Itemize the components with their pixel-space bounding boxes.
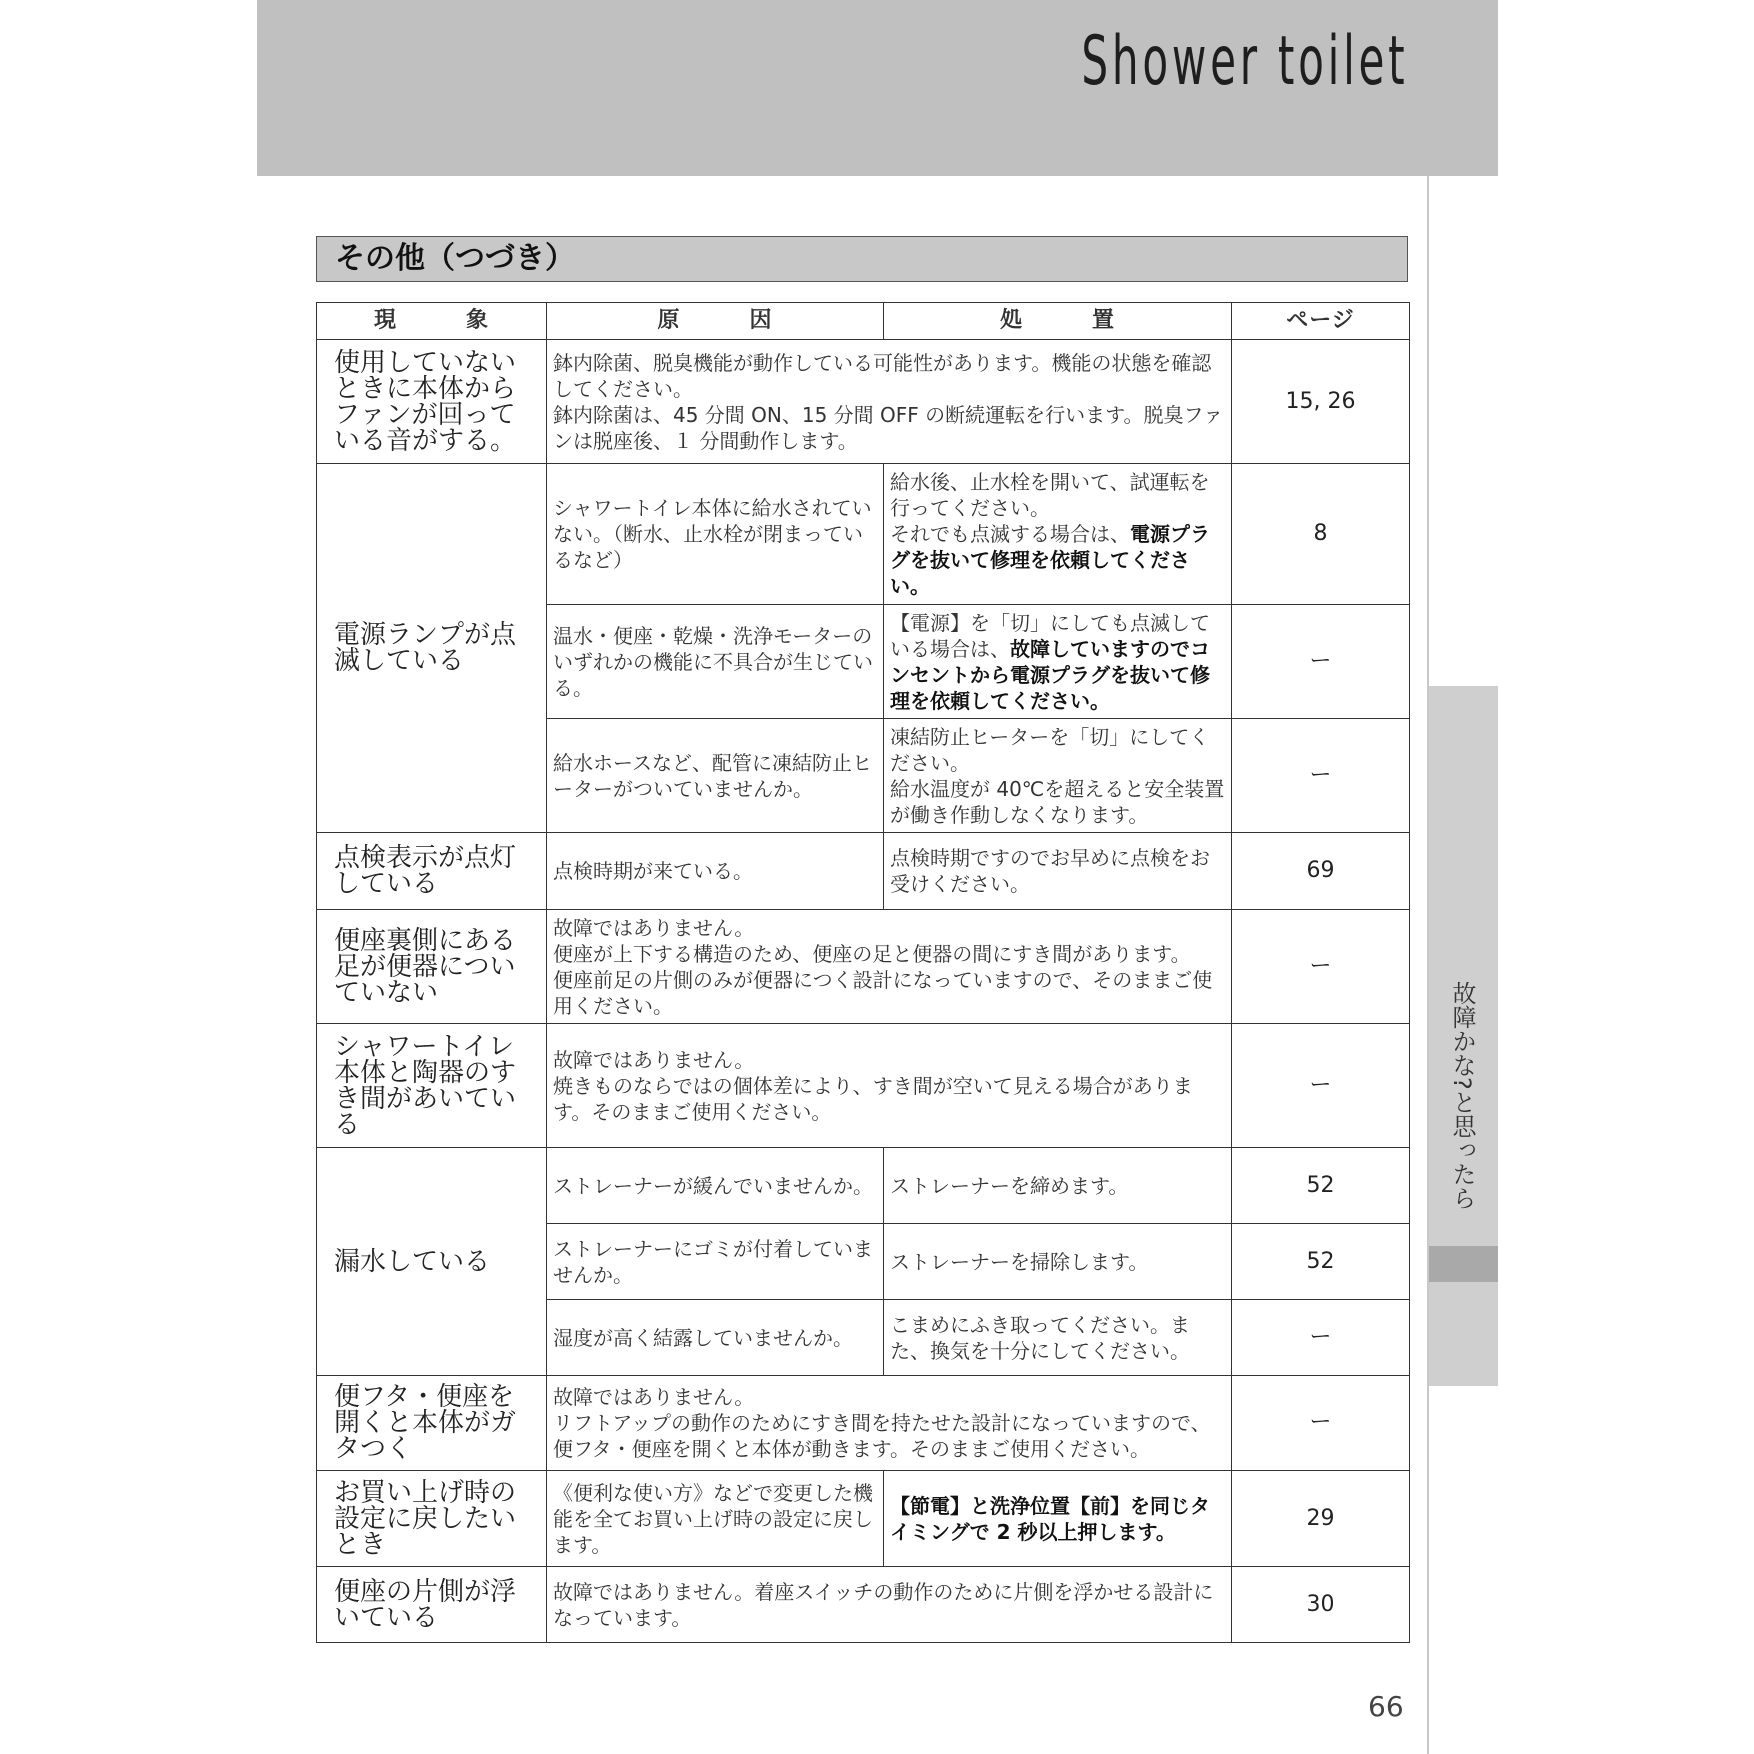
remedy-text: 凍結防止ヒーターを「切」にしてください。 (890, 724, 1210, 775)
page-ref: 15, 26 (1232, 340, 1410, 464)
header-symptom: 現 象 (317, 303, 547, 340)
page-ref: ー (1232, 605, 1410, 719)
remedy-cell: ストレーナーを締めます。 (884, 1148, 1232, 1224)
page-ref: ー (1232, 1300, 1410, 1376)
description-cell (547, 1376, 1232, 1471)
header-band (257, 0, 1498, 176)
symptom-cell: お買い上げ時の設定に戻したいとき (317, 1471, 547, 1567)
page-number: 66 (1368, 1690, 1404, 1723)
page-ref: ー (1232, 1376, 1410, 1471)
cause-cell: 給水ホースなど、配管に凍結防止ヒーターがついていませんか。 (547, 719, 884, 833)
table-row (317, 340, 1410, 464)
description-line: 鉢内除菌、脱臭機能が動作している可能性があります。機能の状態を確認してください。 (553, 350, 1212, 401)
symptom-cell: 電源ランプが点滅している (317, 464, 547, 833)
cause-cell: シャワートイレ本体に給水されていない。（断水、止水栓が閉まっているなど） (547, 464, 884, 605)
description-cell: 故障ではありません。着座スイッチの動作のために片側を浮かせる設計になっています。 (547, 1567, 1232, 1643)
page-ref: 8 (1232, 464, 1410, 605)
side-tab-label: 故障かな?と思ったら (1448, 981, 1476, 1210)
description-line: 鉢内除菌は、45 分間 ON、15 分間 OFF の断続運転を行います。脱臭ファンは脱座後、１ 分間動作します。 (553, 402, 1224, 453)
page-ref: 52 (1232, 1224, 1410, 1300)
table-row (317, 1376, 1410, 1471)
header-page: ページ (1232, 303, 1410, 340)
symptom-cell: 漏水している (317, 1148, 547, 1376)
troubleshooting-table (316, 302, 1410, 1643)
brand-logo: Shower toilet (1080, 22, 1408, 101)
description-line: 故障ではありません。 (553, 1385, 755, 1409)
page-ref: ー (1232, 910, 1410, 1024)
table-header-row (317, 303, 1410, 340)
table-row (317, 464, 1410, 605)
remedy-cell: ストレーナーを掃除します。 (884, 1224, 1232, 1300)
remedy-warning: 電源プラグを抜いて修理を依頼してください。 (890, 522, 1210, 598)
remedy-cell: 【節電】と洗浄位置【前】を同じタイミングで 2 秒以上押します。 (884, 1471, 1232, 1567)
remedy-warning: 故障していますのでコンセントから電源プラグを抜いて修理を依頼してください。 (890, 636, 1210, 713)
side-tab-marker (1429, 1246, 1498, 1282)
remedy-cell (884, 464, 1232, 605)
description-cell (547, 340, 1232, 464)
section-title: その他（つづき） (316, 236, 1408, 282)
description-line: 故障ではありません。 (553, 1047, 755, 1072)
symptom-cell: 使用していないときに本体からファンが回っている音がする。 (317, 340, 547, 464)
page-ref: 69 (1232, 833, 1410, 910)
description-cell (547, 910, 1232, 1024)
remedy-text: 給水後、止水栓を開いて、試運転を行ってください。 (890, 470, 1210, 520)
symptom-cell: 便フタ・便座を開くと本体がガタつく (317, 1376, 547, 1471)
cause-cell: 温水・便座・乾燥・洗浄モーターのいずれかの機能に不具合が生じている。 (547, 605, 884, 719)
description-line: リフトアップの動作のためにすき間を持たせた設計になっていますので、便フタ・便座を開くと本体が動きます。そのままご使用ください。 (553, 1411, 1211, 1461)
page-ref: 29 (1232, 1471, 1410, 1567)
cause-cell: 《便利な使い方》などで変更した機能を全てお買い上げ時の設定に戻します。 (547, 1471, 884, 1567)
description-cell (547, 1024, 1232, 1148)
table-row (317, 1024, 1410, 1148)
description-line: 焼きものならではの個体差により、すき間が空いて見える場合があります。そのままご使用ください。 (553, 1073, 1193, 1124)
remedy-cell (884, 605, 1232, 719)
cause-cell: 湿度が高く結露していませんか。 (547, 1300, 884, 1376)
symptom-cell: 点検表示が点灯している (317, 833, 547, 910)
description-line: 故障ではありません。 (553, 915, 755, 940)
cause-cell: ストレーナーが緩んでいませんか。 (547, 1148, 884, 1224)
description-line: 便座が上下する構造のため、便座の足と便器の間にすき間があります。 (553, 941, 1191, 966)
header-cause: 原 因 (547, 303, 884, 340)
symptom-cell: 便座の片側が浮いている (317, 1567, 547, 1643)
page-ref: ー (1232, 1024, 1410, 1148)
remedy-text: それでも点滅する場合は、 (890, 522, 1130, 546)
symptom-cell: シャワートイレ本体と陶器のすき間があいている (317, 1024, 547, 1148)
page-ref: ー (1232, 719, 1410, 833)
table-row (317, 1471, 1410, 1567)
page-ref: 52 (1232, 1148, 1410, 1224)
remedy-cell (884, 719, 1232, 833)
table-row (317, 833, 1410, 910)
page-ref: 30 (1232, 1567, 1410, 1643)
remedy-cell: 点検時期ですのでお早めに点検をお受けください。 (884, 833, 1232, 910)
cause-cell: 点検時期が来ている。 (547, 833, 884, 910)
header-remedy: 処 置 (884, 303, 1232, 340)
cause-cell: ストレーナーにゴミが付着していませんか。 (547, 1224, 884, 1300)
table-row (317, 910, 1410, 1024)
remedy-text: 給水温度が 40℃を超えると安全装置が働き作動しなくなります。 (890, 776, 1225, 827)
table-row (317, 1567, 1410, 1643)
remedy-text: 【電源】を「切」にしても点滅している場合は、 (890, 610, 1210, 661)
symptom-cell: 便座裏側にある足が便器についていない (317, 910, 547, 1024)
remedy-cell: こまめにふき取ってください。また、換気を十分にしてください。 (884, 1300, 1232, 1376)
side-tab[interactable] (1429, 686, 1498, 1386)
table-row (317, 1148, 1410, 1224)
description-line: 便座前足の片側のみが便器につく設計になっていますので、そのままご使用ください。 (553, 967, 1213, 1018)
